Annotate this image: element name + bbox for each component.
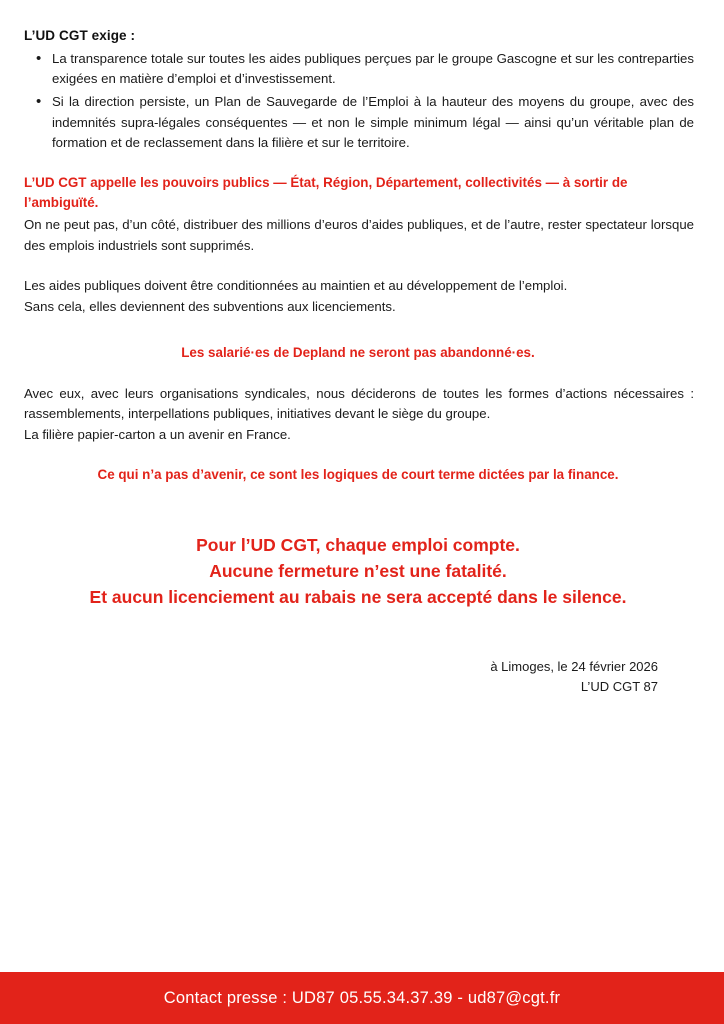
footer-contact-text: Contact presse : UD87 05.55.34.37.39 - ud87@cgt.fr (163, 988, 561, 1007)
signature-author: L’UD CGT 87 (580, 679, 658, 695)
final-slogan-line-2: Aucune fermeture n’est une fatalité. (209, 561, 507, 582)
public-powers-heading: L’UD CGT appelle les pouvoirs publics — État, Région, Département, collectivités — à sortir de l’ambiguïté. (24, 174, 628, 211)
aid-conditions-line-1: Les aides publiques doivent être conditionnées au maintien et au développement de l’emploi. (24, 278, 568, 294)
demands-title: L’UD CGT exige : (24, 28, 136, 43)
footer-contact-band (0, 972, 724, 1024)
signature-place-date: à Limoges, le 24 février 2026 (490, 658, 658, 674)
public-powers-body: On ne peut pas, d’un côté, distribuer des millions d’euros d’aides publiques, et de l’autre, rester spectateur lorsque des emplois industriels sont supprimés. (24, 217, 694, 253)
solidarity-statement: Les salarié·es de Depland ne seront pas abandonné·es. (181, 344, 535, 360)
final-slogan-line-3: Et aucun licenciement au rabais ne sera accepté dans le silence. (89, 587, 627, 608)
final-slogan-line-1: Pour l’UD CGT, chaque emploi compte. (196, 534, 520, 555)
list-item: • La transparence totale sur toutes les aides publiques perçues par le groupe Gascogne et sur les contreparties exigées en matière d’emploi et d’investissement. (22, 49, 694, 89)
list-item: • Si la direction persiste, un Plan de Sauvegarde de l’Emploi à la hauteur des moyens du groupe, avec des indemnités supra-légales conséquentes — et non le simple minimum légal — ainsi qu’un véritable plan de formation et de reclassement dans la filière et sur le territoire. (22, 92, 694, 153)
aid-conditions-line-2: Sans cela, elles deviennent des subventions aux licenciements. (24, 298, 396, 314)
no-future-line: Ce qui n’a pas d’avenir, ce sont les logiques de court terme dictées par la finance. (97, 467, 619, 483)
actions-body: Avec eux, avec leurs organisations syndicales, nous déciderons de toutes les formes d’actions nécessaires : rassemblements, interpellations publiques, initiatives devant le siège du groupe. (24, 385, 694, 422)
future-line: La filière papier-carton a un avenir en France. (24, 426, 291, 442)
demands-list (22, 49, 694, 153)
